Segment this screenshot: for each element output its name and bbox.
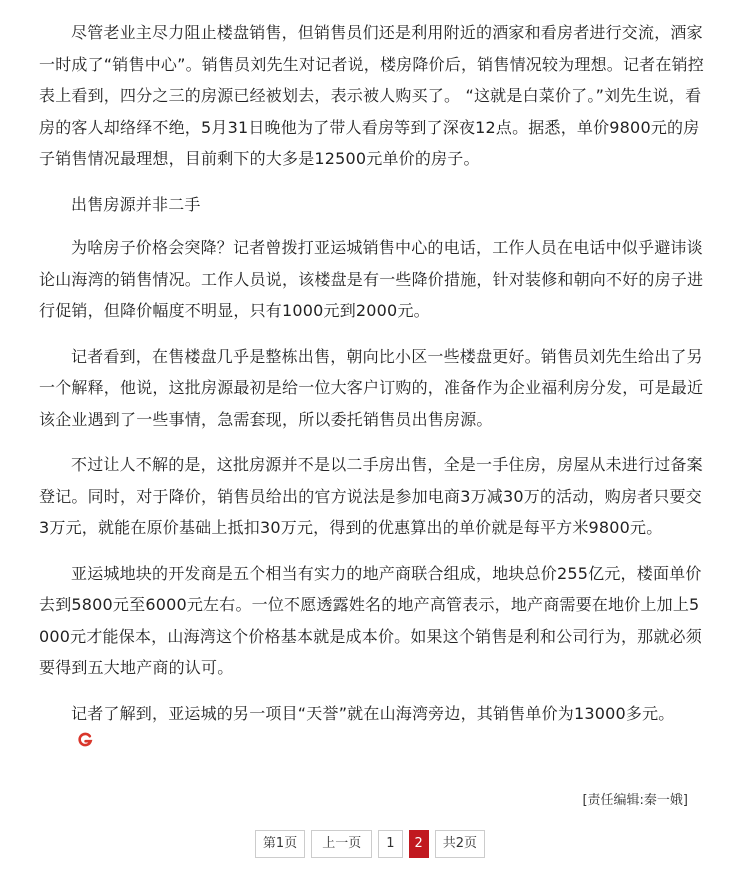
first-page-button[interactable]: 第1页 — [255, 830, 305, 858]
page-1-button[interactable]: 1 — [378, 830, 402, 858]
article-paragraph-text: 记者了解到，亚运城的另一项目“天誉”就在山海湾旁边，其销售单价为13000多元。 — [71, 703, 675, 723]
article-paragraph: 记者看到，在售楼盘几乎是整栋出售，朝向比小区一些楼盘更好。销售员刘先生给出了另一个解释，他说，这批房源最初是给一位大客户订购的，准备作为企业福利房分发，可是最近该企业遇到了一些事情，急需套现，所以委托销售员出售房源。 — [39, 346, 704, 429]
article-paragraph: 不过让人不解的是，这批房源并不是以二手房出售，全是一手住房，房屋从未进行过备案登记。同时，对于降价，销售员给出的官方说法是参加电商3万减30万的活动，购房者只要交3万元，就能在原价基础上抵扣30万元，得到的优惠算出的单价就是每平方米9800元。 — [39, 455, 703, 537]
section-subheading: 出售房源并非二手 — [71, 194, 201, 214]
article-last-paragraph — [39, 698, 707, 761]
pagination — [0, 830, 740, 858]
g-logo-icon — [45, 727, 93, 759]
article-paragraph: 为啥房子价格会突降？记者曾拨打亚运城销售中心的电话，工作人员在电话中似乎避讳谈论山海湾的销售情况。工作人员说，该楼盘是有一些降价措施，针对装修和朝向不好的房子进行促销，但降价幅度不明显，只有1000元到2000元。 — [39, 238, 704, 320]
total-pages-label: 共2页 — [435, 830, 485, 858]
page-2-current[interactable]: 2 — [409, 830, 429, 858]
article-paragraph: 亚运城地块的开发商是五个相当有实力的地产商联合组成，地块总价255亿元，楼面单价去到5800元至6000元左右。一位不愿透露姓名的地产高管表示，地产商需要在地价上加上5000元才能保本，山海湾这个价格基本就是成本价。如果这个销售是利和公司行为，那就必须要得到五大地产商的认可。 — [39, 563, 702, 677]
prev-page-button[interactable]: 上一页 — [311, 830, 372, 858]
responsible-editor: [责任编辑:秦一娥] — [582, 793, 688, 808]
article-paragraph: 尽管老业主尽力阻止楼盘销售，但销售员们还是利用附近的酒家和看房者进行交流，酒家一时成了“销售中心”。销售员刘先生对记者说，楼房降价后，销售情况较为理想。记者在销控表上看到，四分之三的房源已经被划去，表示被人购买了。 “这就是白菜价了。”刘先生说，看房的客人却络绎不绝，5月31日晚他为了带人看房等到了深夜12点。据悉，单价9800元的房子销售情况最理想，目前剩下的大多是12500元单价的房子。 — [39, 23, 704, 168]
article-body — [39, 17, 707, 775]
